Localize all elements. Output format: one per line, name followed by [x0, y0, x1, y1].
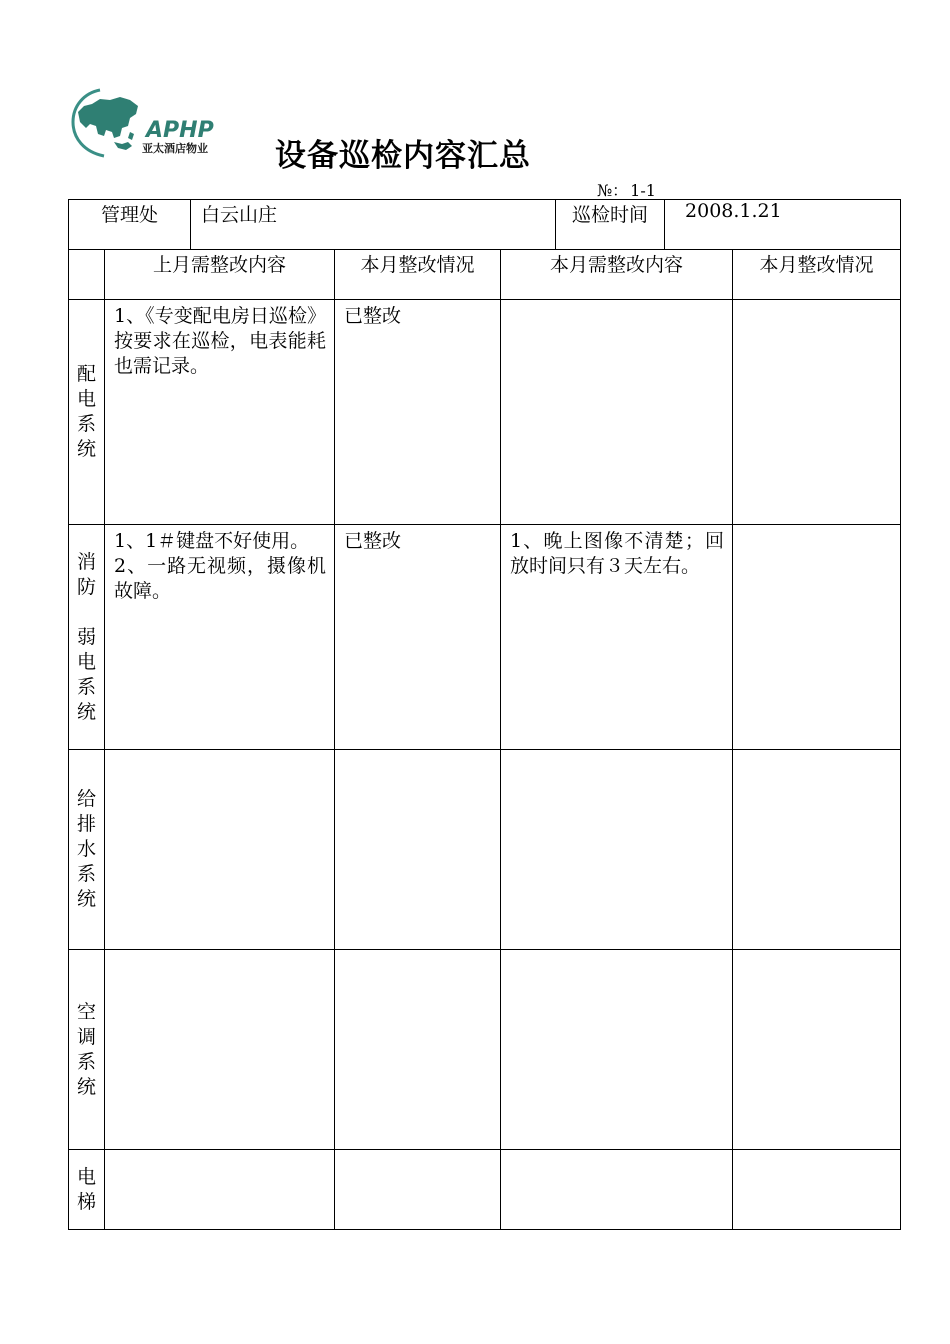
last-month-status-cell: 已整改: [335, 525, 501, 750]
list-item: 1、1＃键盘不好使用。: [114, 530, 310, 552]
table-row: [69, 950, 901, 1150]
category-cell: 给 排 水 系 统: [69, 750, 105, 950]
category-cell: 电 梯: [69, 1150, 105, 1230]
this-month-status-cell: [733, 300, 901, 525]
this-month-items-cell: [501, 300, 733, 525]
inspection-table: [68, 199, 901, 1230]
company-logo: [70, 84, 230, 160]
this-month-items-cell: [501, 1150, 733, 1230]
col-this-month-status: 本月整改情况: [733, 250, 901, 300]
header-row: [69, 200, 901, 250]
document-number: [595, 178, 656, 201]
table-row: [69, 1150, 901, 1230]
list-item: 1、晚上图像不清楚；回放时间只有３天左右。: [510, 530, 725, 577]
col-last-month-status: 本月整改情况: [335, 250, 501, 300]
list-item: 1、《专变配电房日巡检》按要求在巡检，电表能耗也需记录。: [114, 305, 327, 377]
col-last-month-items: 上月需整改内容: [105, 250, 335, 300]
last-month-status-cell: 已整改: [335, 300, 501, 525]
last-month-status-cell: [335, 1150, 501, 1230]
this-month-items-cell: [501, 950, 733, 1150]
office-value: 白云山庄: [191, 200, 556, 250]
doc-no-value: 1-1: [630, 181, 656, 200]
this-month-status-cell: [733, 750, 901, 950]
last-month-items-cell: [105, 300, 335, 525]
table-row: [69, 300, 901, 525]
category-cell: 配 电 系 统: [69, 300, 105, 525]
this-month-status-cell: [733, 1150, 901, 1230]
this-month-items-cell: [501, 750, 733, 950]
blank-corner-cell: [69, 250, 105, 300]
page-title: 设备巡检内容汇总: [275, 138, 531, 174]
last-month-items-cell: [105, 525, 335, 750]
last-month-status-cell: [335, 750, 501, 950]
time-label: 巡检时间: [556, 200, 665, 250]
last-month-status-cell: [335, 950, 501, 1150]
logo-wordmark: APHP: [146, 118, 214, 143]
this-month-status-cell: [733, 950, 901, 1150]
last-month-items-cell: [105, 950, 335, 1150]
last-month-items-cell: [105, 1150, 335, 1230]
category-cell: 消 防 弱 电 系 统: [69, 525, 105, 750]
column-header-row: [69, 250, 901, 300]
list-item: 2、一路无视频，摄像机故障。: [114, 555, 327, 602]
col-this-month-items: 本月需整改内容: [501, 250, 733, 300]
doc-no-label: №：: [597, 181, 629, 200]
this-month-status-cell: [733, 525, 901, 750]
category-cell: 空 调 系 统: [69, 950, 105, 1150]
last-month-items-cell: [105, 750, 335, 950]
this-month-items-cell: [501, 525, 733, 750]
office-label: 管理处: [69, 200, 191, 250]
table-row: [69, 525, 901, 750]
logo-subtext: 亚太酒店物业: [142, 142, 208, 155]
table-row: [69, 750, 901, 950]
time-value: 2008.1.21: [665, 200, 901, 250]
